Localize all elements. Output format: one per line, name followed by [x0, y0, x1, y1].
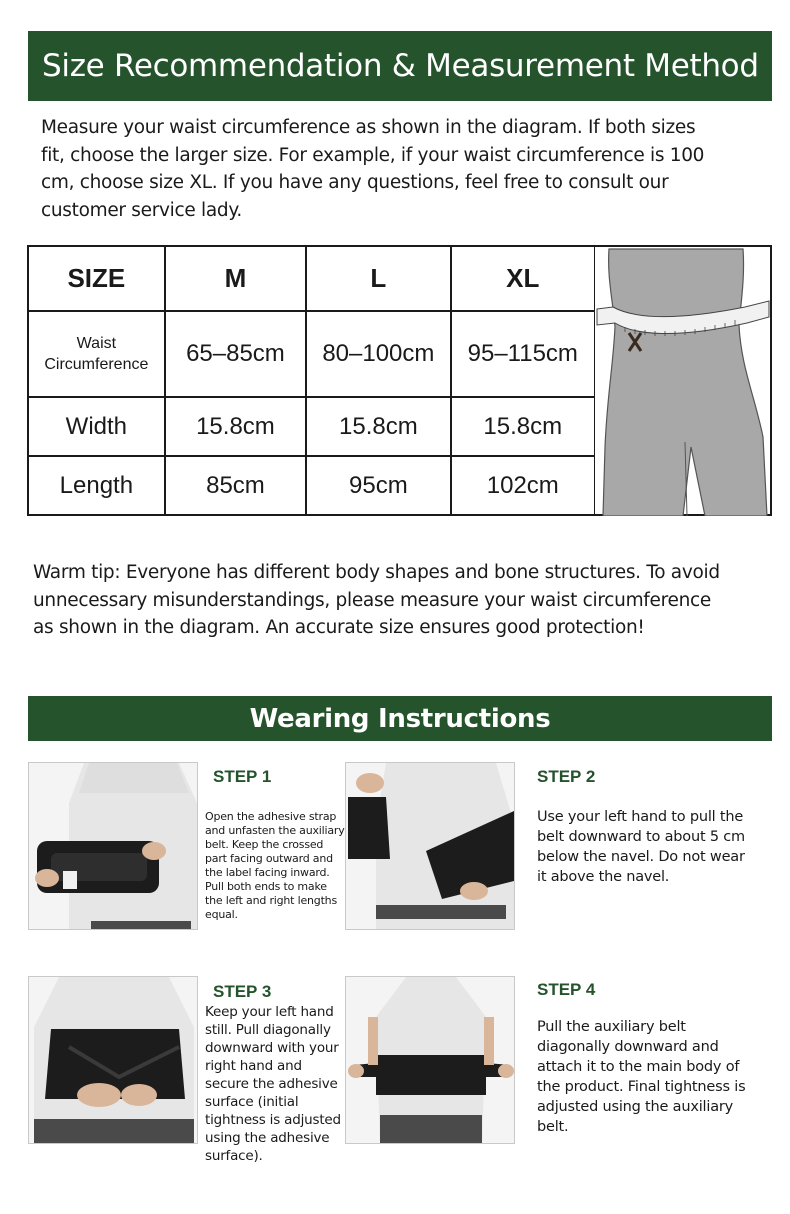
wearing-instructions-banner	[28, 696, 772, 741]
row-label-line: Waist	[76, 334, 117, 352]
person-wearing-belt-illustration	[346, 977, 515, 1144]
table-row	[28, 456, 595, 515]
warm-tip-text: Warm tip: Everyone has different body shapes and bone structures. To avoid unnecessary misunderstandings, please measure your waist circumference as shown in the diagram. An accurate size ensures good protection!	[33, 562, 720, 638]
person-holding-belt-illustration	[29, 763, 198, 930]
row-label: Length	[28, 456, 165, 515]
step-3-title: STEP 3	[213, 982, 272, 1001]
header-cell: SIZE	[28, 246, 165, 311]
step-2-text: Use your left hand to pull the belt downward to about 5 cm below the navel. Do not wear it above the navel.	[537, 809, 745, 885]
step-4-text: Pull the auxiliary belt diagonally downward and attach it to the main body of the product. Final tightness is adjusted using the auxiliary belt.	[537, 1019, 746, 1135]
intro-text: Measure your waist circumference as shown in the diagram. If both sizes fit, choose the larger size. For example, if your waist circumference is 100 cm, choose size XL. If you have any questions, feel free to consult our customer service lady.	[41, 117, 705, 221]
size-table	[27, 245, 596, 516]
table-row	[28, 397, 595, 456]
step-3-text: Keep your left hand still. Pull diagonally downward with your right hand and secure the adhesive surface (initial tightness is adjusted using the adhesive surface).	[205, 1004, 341, 1164]
table-row	[28, 311, 595, 397]
table-cell: 102cm	[451, 456, 595, 515]
table-cell: 85cm	[165, 456, 306, 515]
step-2-photo	[345, 762, 515, 930]
step-4-title: STEP 4	[537, 980, 596, 999]
table-header-row	[28, 246, 595, 311]
section-title: Wearing Instructions	[249, 703, 551, 734]
step-1-title: STEP 1	[213, 767, 272, 786]
table-cell: 15.8cm	[451, 397, 595, 456]
step-4-photo	[345, 976, 515, 1144]
step-2-title: STEP 2	[537, 767, 596, 786]
header-cell: M	[165, 246, 306, 311]
person-securing-belt-illustration	[29, 977, 198, 1144]
row-label	[28, 311, 165, 397]
row-label: Width	[28, 397, 165, 456]
header-cell: L	[306, 246, 450, 311]
table-cell: 15.8cm	[306, 397, 450, 456]
table-cell: 80–100cm	[306, 311, 450, 397]
table-cell: 95cm	[306, 456, 450, 515]
header-cell: XL	[451, 246, 595, 311]
waist-measurement-diagram	[595, 245, 772, 516]
table-cell: 95–115cm	[451, 311, 595, 397]
row-label-line: Circumference	[44, 355, 149, 373]
step-3-photo	[28, 976, 198, 1144]
size-recommendation-banner	[28, 31, 772, 101]
table-cell: 15.8cm	[165, 397, 306, 456]
body-silhouette-illustration	[595, 247, 770, 516]
person-positioning-belt-illustration	[346, 763, 515, 930]
table-cell: 65–85cm	[165, 311, 306, 397]
step-1-text: Open the adhesive strap and unfasten the auxiliary belt. Keep the crossed part facing outward and the label facing inward. Pull both ends to make the left and right lengths equal.	[205, 810, 345, 921]
section-title: Size Recommendation & Measurement Method	[42, 48, 759, 84]
step-1-photo	[28, 762, 198, 930]
